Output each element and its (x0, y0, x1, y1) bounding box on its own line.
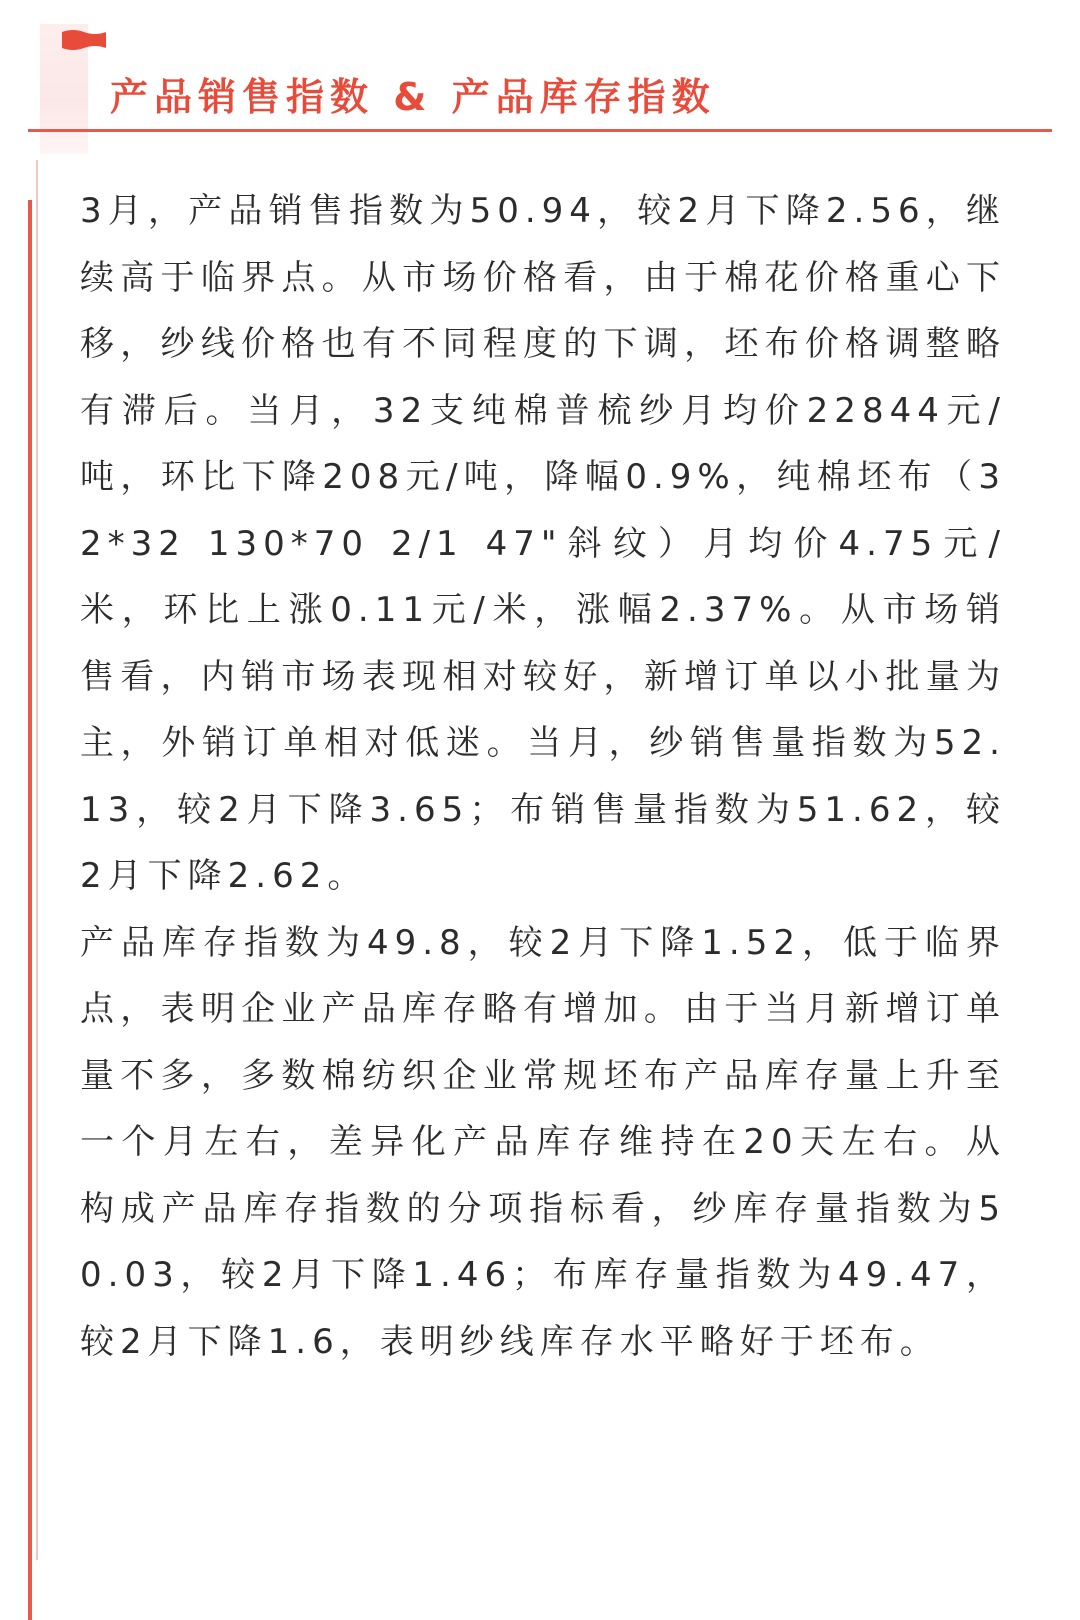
paragraph-sales-index: 3月，产品销售指数为50.94，较2月下降2.56，继续高于临界点。从市场价格看，由于棉花价格重心下移，纱线价格也有不同程度的下调，坯布价格调整略有滞后。当月，32支纯棉普梳纱月均价22844元/吨，环比下降208元/吨，降幅0.9%，纯棉坯布（32*32 130*70 2/1 47"斜纹）月均价4.75元/米，环比上涨0.11元/米，涨幅2.37%。从市场销售看，内销市场表现相对较好，新增订单以小批量为主，外销订单相对低迷。当月，纱销售量指数为52.13，较2月下降3.65；布销售量指数为51.62，较2月下降2.62。 (80, 191, 1006, 896)
left-rule (28, 200, 32, 1620)
section-title: 产品销售指数 & 产品库存指数 (110, 75, 716, 119)
paragraph-inventory-index: 产品库存指数为49.8，较2月下降1.52，低于临界点，表明企业产品库存略有增加。由于当月新增订单量不多，多数棉纺织企业常规坯布产品库存量上升至一个月左右，差异化产品库存维持在20天左右。从构成产品库存指数的分项指标看，纱库存量指数为50.03，较2月下降1.46；布库存量指数为49.47，较2月下降1.6，表明纱线库存水平略好于坯布。 (80, 922, 1006, 1362)
header-divider (28, 129, 1052, 132)
flag-icon (62, 28, 106, 52)
left-rule-shadow (36, 160, 38, 1560)
article-body (80, 178, 1006, 1375)
